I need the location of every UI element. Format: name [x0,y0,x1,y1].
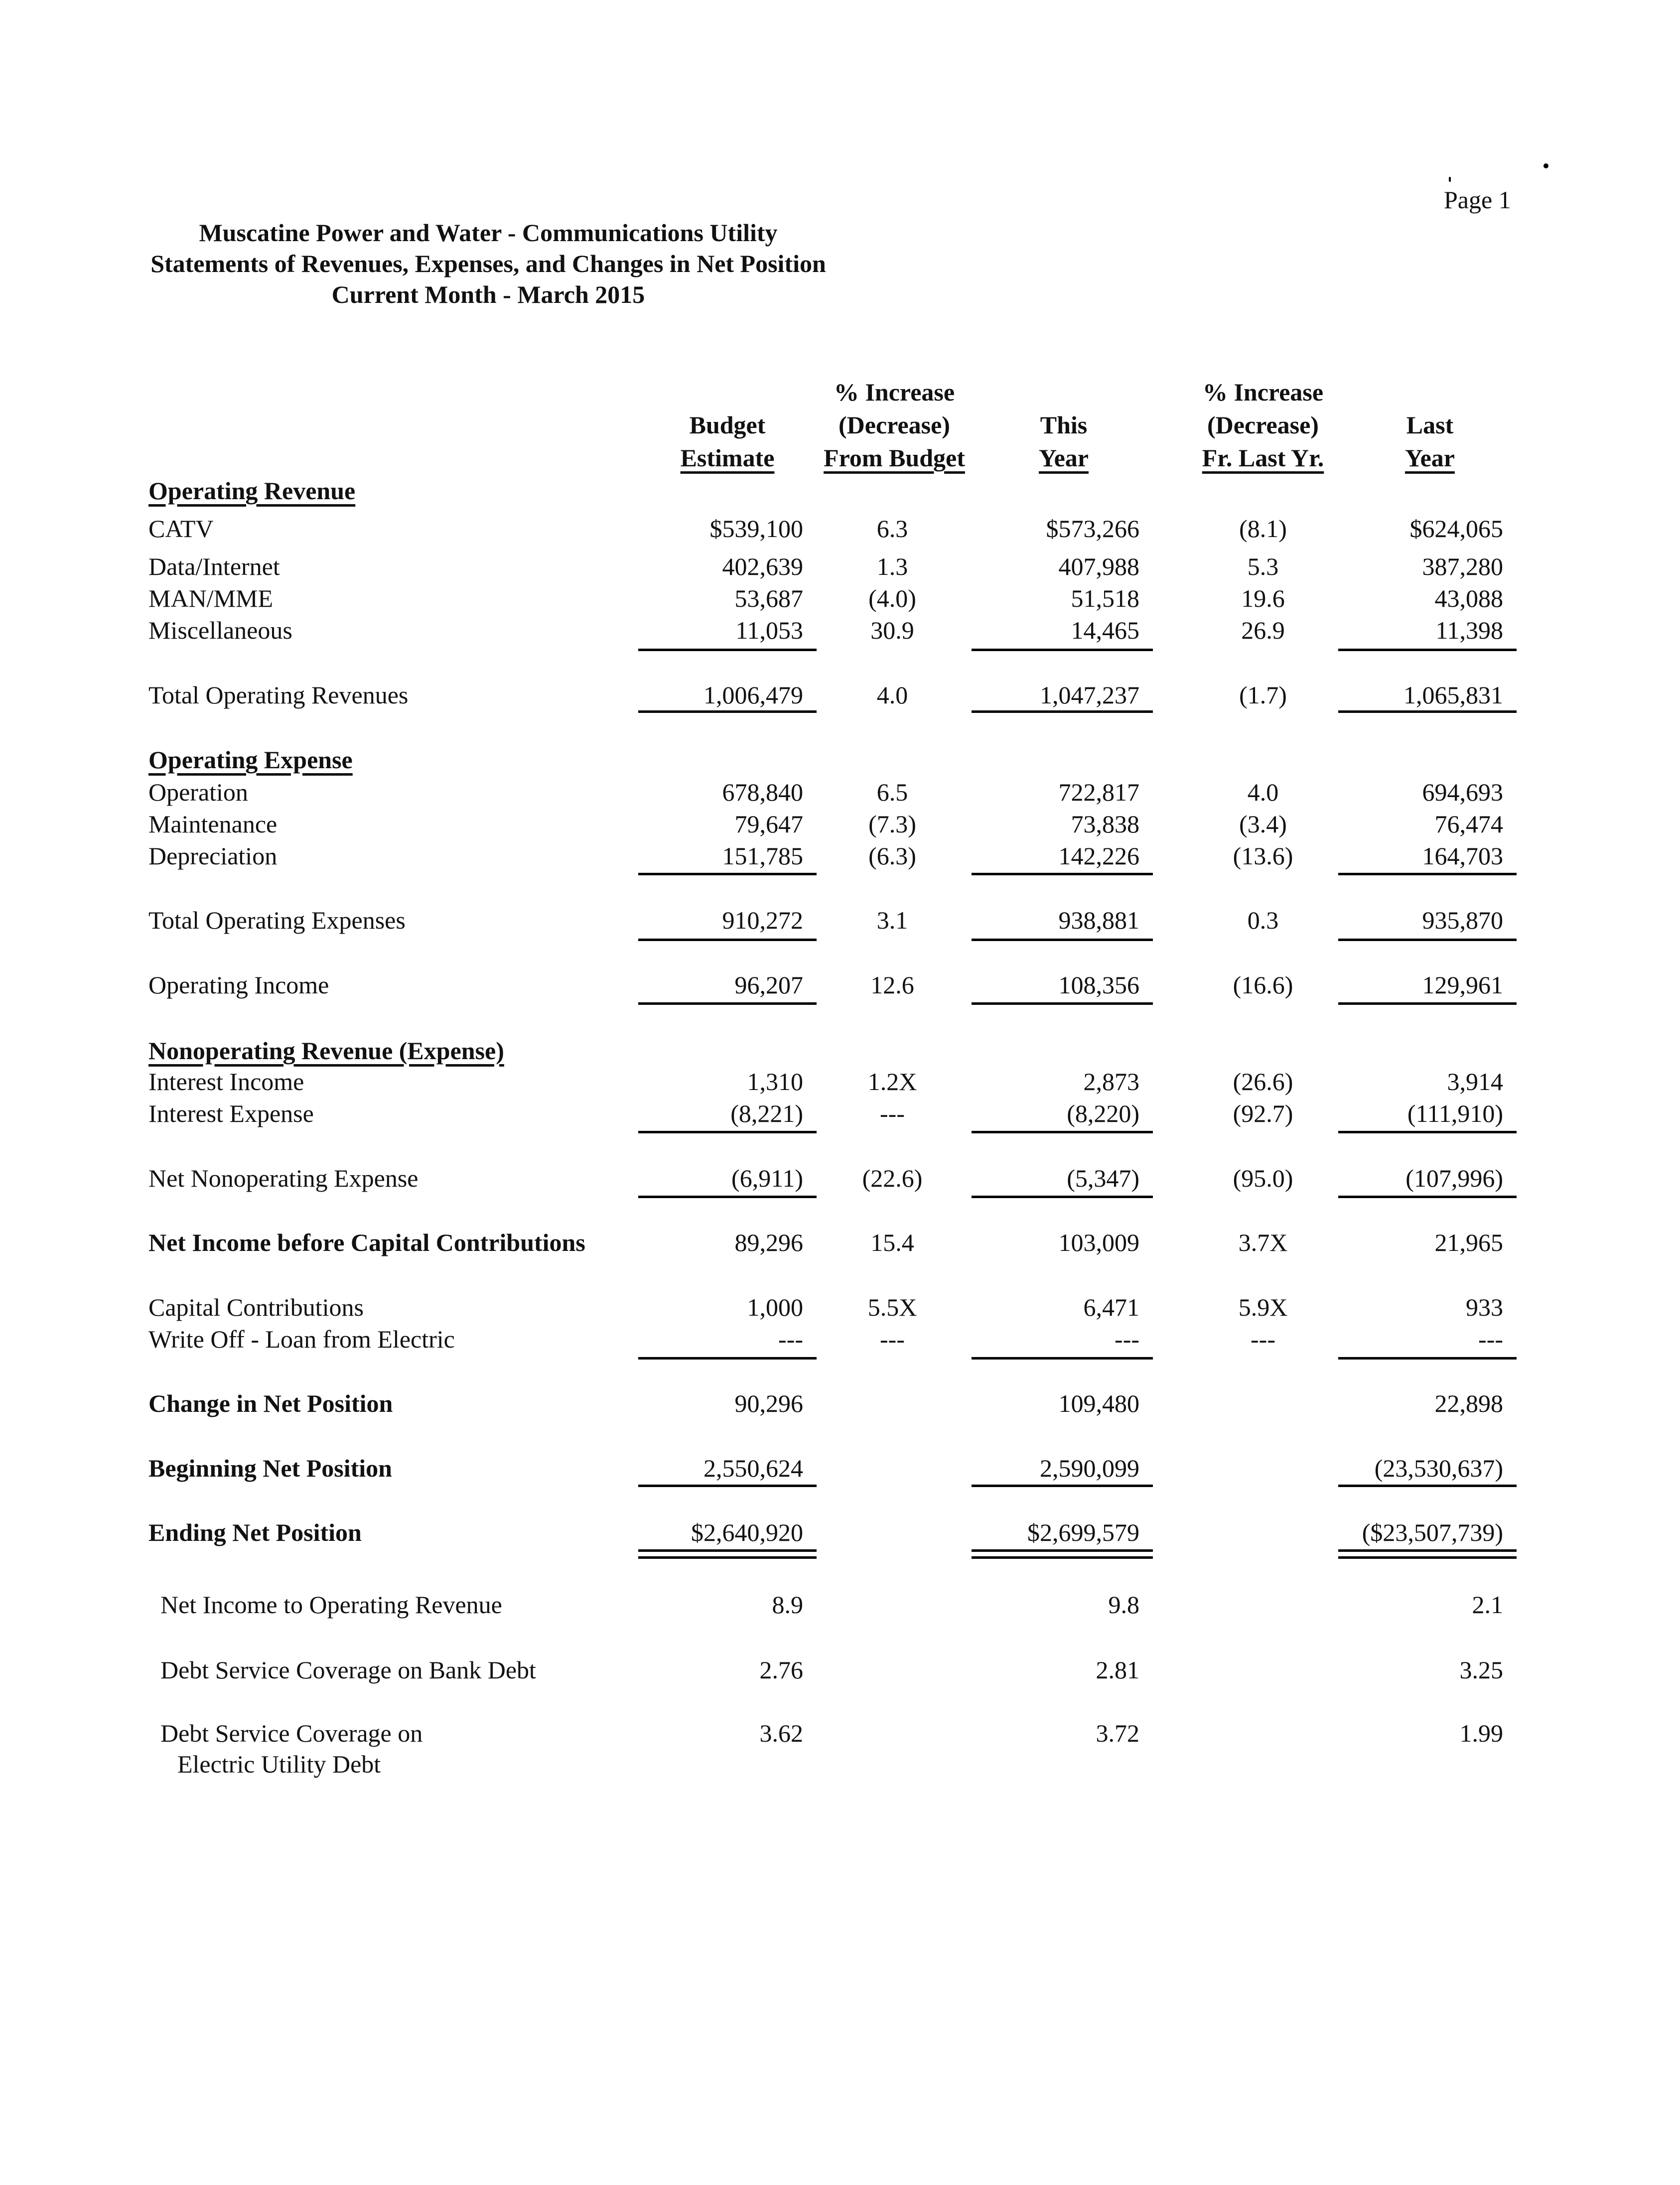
cell-last-year: $624,065 [1409,515,1503,543]
title-line-2: Statements of Revenues, Expenses, and Changes in Net Position [150,250,826,277]
header-pct-budget: % Increase (Decrease) From Budget [824,378,965,472]
double-underline [638,1556,817,1559]
row-label: Miscellaneous [148,616,292,644]
row-label: Maintenance [148,810,278,838]
row-label: Interest Expense [148,1099,314,1127]
cell-budget: $539,100 [709,515,803,543]
cell-this-year: 108,356 [1058,971,1139,999]
cell-this-year: 14,465 [1071,616,1139,644]
row-label: Change in Net Position [148,1389,393,1417]
cell-pct-budget: --- [880,1325,905,1353]
ratio-label-continued: Electric Utility Debt [177,1750,381,1778]
total-underline [638,873,817,875]
cell-pct-last: 3.7X [1238,1229,1288,1256]
cell-last-year: ($23,507,739) [1362,1518,1503,1546]
ratio-label: Net Income to Operating Revenue [160,1591,502,1619]
cell-last-year: 164,703 [1422,842,1503,870]
row-label: Ending Net Position [148,1518,362,1546]
cell-pct-budget: 12.6 [870,971,914,999]
total-underline [1338,939,1517,941]
cell-pct-last: (3.4) [1239,810,1287,838]
total-underline [1338,1549,1517,1552]
cell-budget: 2,550,624 [703,1454,803,1482]
cell-pct-last: (26.6) [1233,1068,1293,1095]
section-operating-expense: Operating Expense [148,746,353,774]
ratio-budget: 8.9 [772,1591,803,1619]
cell-budget: 402,639 [722,552,803,580]
ratio-budget: 3.62 [759,1719,803,1747]
ratio-budget: 2.76 [759,1656,803,1684]
total-underline [972,1357,1153,1360]
ratio-last-year: 1.99 [1459,1719,1503,1747]
total-underline [972,1002,1153,1005]
cell-pct-last: (1.7) [1239,681,1287,709]
page-number: Page 1 [1444,186,1511,214]
cell-pct-last: (92.7) [1233,1099,1293,1127]
cell-pct-last: 5.3 [1247,552,1279,580]
cell-last-year: 21,965 [1434,1229,1503,1256]
cell-budget: --- [778,1325,803,1353]
ratio-this-year: 9.8 [1108,1591,1139,1619]
title-line-3: Current Month - March 2015 [331,280,645,308]
header-pct-last-year: % Increase (Decrease) Fr. Last Yr. [1202,378,1324,472]
cell-pct-last: 5.9X [1238,1293,1288,1321]
cell-this-year: (5,347) [1067,1164,1139,1192]
report-title [0,218,1680,318]
row-label: Depreciation [148,842,278,870]
total-underline [1338,649,1517,651]
cell-last-year: (111,910) [1407,1099,1503,1127]
title-line-1: Muscatine Power and Water - Communications Utility [199,219,778,247]
total-underline [972,710,1153,713]
row-label: Interest Income [148,1068,304,1095]
cell-this-year: 722,817 [1058,778,1139,806]
cell-pct-last: (16.6) [1233,971,1293,999]
cell-last-year: 129,961 [1422,971,1503,999]
cell-pct-last: (95.0) [1233,1164,1293,1192]
total-underline [1338,1485,1517,1487]
row-label: CATV [148,515,214,543]
cell-pct-last: 0.3 [1247,906,1279,934]
cell-budget: 678,840 [722,778,803,806]
total-underline [972,939,1153,941]
row-label: Total Operating Revenues [148,681,409,709]
cell-this-year: $573,266 [1046,515,1139,543]
cell-last-year: (23,530,637) [1374,1454,1503,1482]
cell-last-year: --- [1478,1325,1503,1353]
cell-last-year: 1,065,831 [1403,681,1503,709]
cell-budget: 79,647 [734,810,803,838]
cell-pct-last: 26.9 [1241,616,1285,644]
cell-budget: (6,911) [731,1164,803,1192]
cell-budget: 90,296 [734,1389,803,1417]
ratio-last-year: 3.25 [1459,1656,1503,1684]
cell-this-year: 142,226 [1058,842,1139,870]
cell-budget: (8,221) [730,1099,803,1127]
cell-this-year: 2,590,099 [1040,1454,1139,1482]
cell-last-year: 387,280 [1422,552,1503,580]
row-label: Net Income before Capital Contributions [148,1229,585,1256]
cell-pct-budget: 30.9 [870,616,914,644]
ratio-label: Debt Service Coverage on Bank Debt [160,1656,536,1684]
total-underline [972,873,1153,875]
header-budget: Budget Estimate [680,411,775,472]
cell-this-year: 73,838 [1071,810,1139,838]
cell-last-year: 22,898 [1434,1389,1503,1417]
total-underline [638,1549,817,1552]
cell-this-year: --- [1115,1325,1139,1353]
cell-last-year: 933 [1466,1293,1503,1321]
row-label: Net Nonoperating Expense [148,1164,419,1192]
cell-last-year: 76,474 [1434,810,1503,838]
total-underline [972,649,1153,651]
cell-this-year: 51,518 [1071,584,1139,612]
cell-pct-budget: 6.3 [876,515,908,543]
cell-pct-budget: 1.3 [876,552,908,580]
cell-this-year: $2,699,579 [1027,1518,1139,1546]
double-underline [1338,1556,1517,1559]
total-underline [972,1485,1153,1487]
ratio-this-year: 2.81 [1096,1656,1139,1684]
cell-pct-last: (13.6) [1233,842,1293,870]
cell-pct-budget: (7.3) [868,810,916,838]
total-underline [638,1357,817,1360]
row-label: Capital Contributions [148,1293,364,1321]
cell-pct-budget: --- [880,1099,905,1127]
cell-last-year: 3,914 [1447,1068,1503,1095]
total-underline [638,939,817,941]
cell-budget: 53,687 [734,584,803,612]
total-underline [638,1002,817,1005]
cell-pct-budget: 4.0 [876,681,908,709]
total-underline [1338,1357,1517,1360]
total-underline [638,1131,817,1133]
cell-this-year: 407,988 [1058,552,1139,580]
total-underline [1338,1131,1517,1133]
cell-budget: 11,053 [735,616,803,644]
cell-last-year: 935,870 [1422,906,1503,934]
total-underline [1338,873,1517,875]
cell-this-year: 938,881 [1058,906,1139,934]
cell-budget: 1,310 [747,1068,803,1095]
cell-budget: 1,006,479 [703,681,803,709]
ratio-last-year: 2.1 [1472,1591,1503,1619]
header-last-year: Last Year [1405,411,1455,472]
scan-mark [1543,163,1548,168]
section-nonoperating: Nonoperating Revenue (Expense) [148,1037,504,1065]
cell-budget: 910,272 [722,906,803,934]
cell-this-year: 2,873 [1083,1068,1139,1095]
cell-pct-budget: 5.5X [867,1293,917,1321]
total-underline [972,1549,1153,1552]
double-underline [972,1556,1153,1559]
cell-pct-budget: (6.3) [868,842,916,870]
row-label: Total Operating Expenses [148,906,406,934]
cell-budget: 151,785 [722,842,803,870]
total-underline [638,1196,817,1198]
row-label: Beginning Net Position [148,1454,392,1482]
cell-this-year: 1,047,237 [1040,681,1139,709]
cell-pct-last: (8.1) [1239,515,1287,543]
cell-last-year: (107,996) [1405,1164,1503,1192]
cell-pct-budget: 6.5 [876,778,908,806]
cell-pct-budget: 1.2X [867,1068,917,1095]
total-underline [972,1196,1153,1198]
row-label: Operation [148,778,248,806]
cell-pct-budget: 3.1 [876,906,908,934]
cell-budget: $2,640,920 [691,1518,803,1546]
header-this-year: This Year [1039,411,1089,472]
cell-last-year: 43,088 [1434,584,1503,612]
row-label: MAN/MME [148,584,274,612]
ratio-this-year: 3.72 [1096,1719,1139,1747]
cell-pct-budget: (4.0) [868,584,916,612]
total-underline [1338,1002,1517,1005]
cell-pct-budget: 15.4 [870,1229,914,1256]
row-label: Data/Internet [148,552,280,580]
total-underline [638,1485,817,1487]
total-underline [1338,710,1517,713]
cell-this-year: 109,480 [1058,1389,1139,1417]
cell-last-year: 11,398 [1435,616,1503,644]
ratio-label: Debt Service Coverage on [160,1719,423,1747]
cell-budget: 1,000 [747,1293,803,1321]
total-underline [638,710,817,713]
total-underline [972,1131,1153,1133]
scan-mark [1449,177,1451,182]
total-underline [1338,1196,1517,1198]
cell-last-year: 694,693 [1422,778,1503,806]
cell-this-year: 103,009 [1058,1229,1139,1256]
cell-pct-last: 19.6 [1241,584,1285,612]
cell-pct-last: 4.0 [1247,778,1279,806]
section-operating-revenue: Operating Revenue [148,477,356,505]
cell-pct-last: --- [1251,1325,1275,1353]
row-label: Operating Income [148,971,329,999]
cell-budget: 96,207 [734,971,803,999]
cell-this-year: (8,220) [1067,1099,1139,1127]
cell-budget: 89,296 [734,1229,803,1256]
cell-pct-budget: (22.6) [862,1164,923,1192]
cell-this-year: 6,471 [1083,1293,1139,1321]
total-underline [638,649,817,651]
row-label: Write Off - Loan from Electric [148,1325,455,1353]
